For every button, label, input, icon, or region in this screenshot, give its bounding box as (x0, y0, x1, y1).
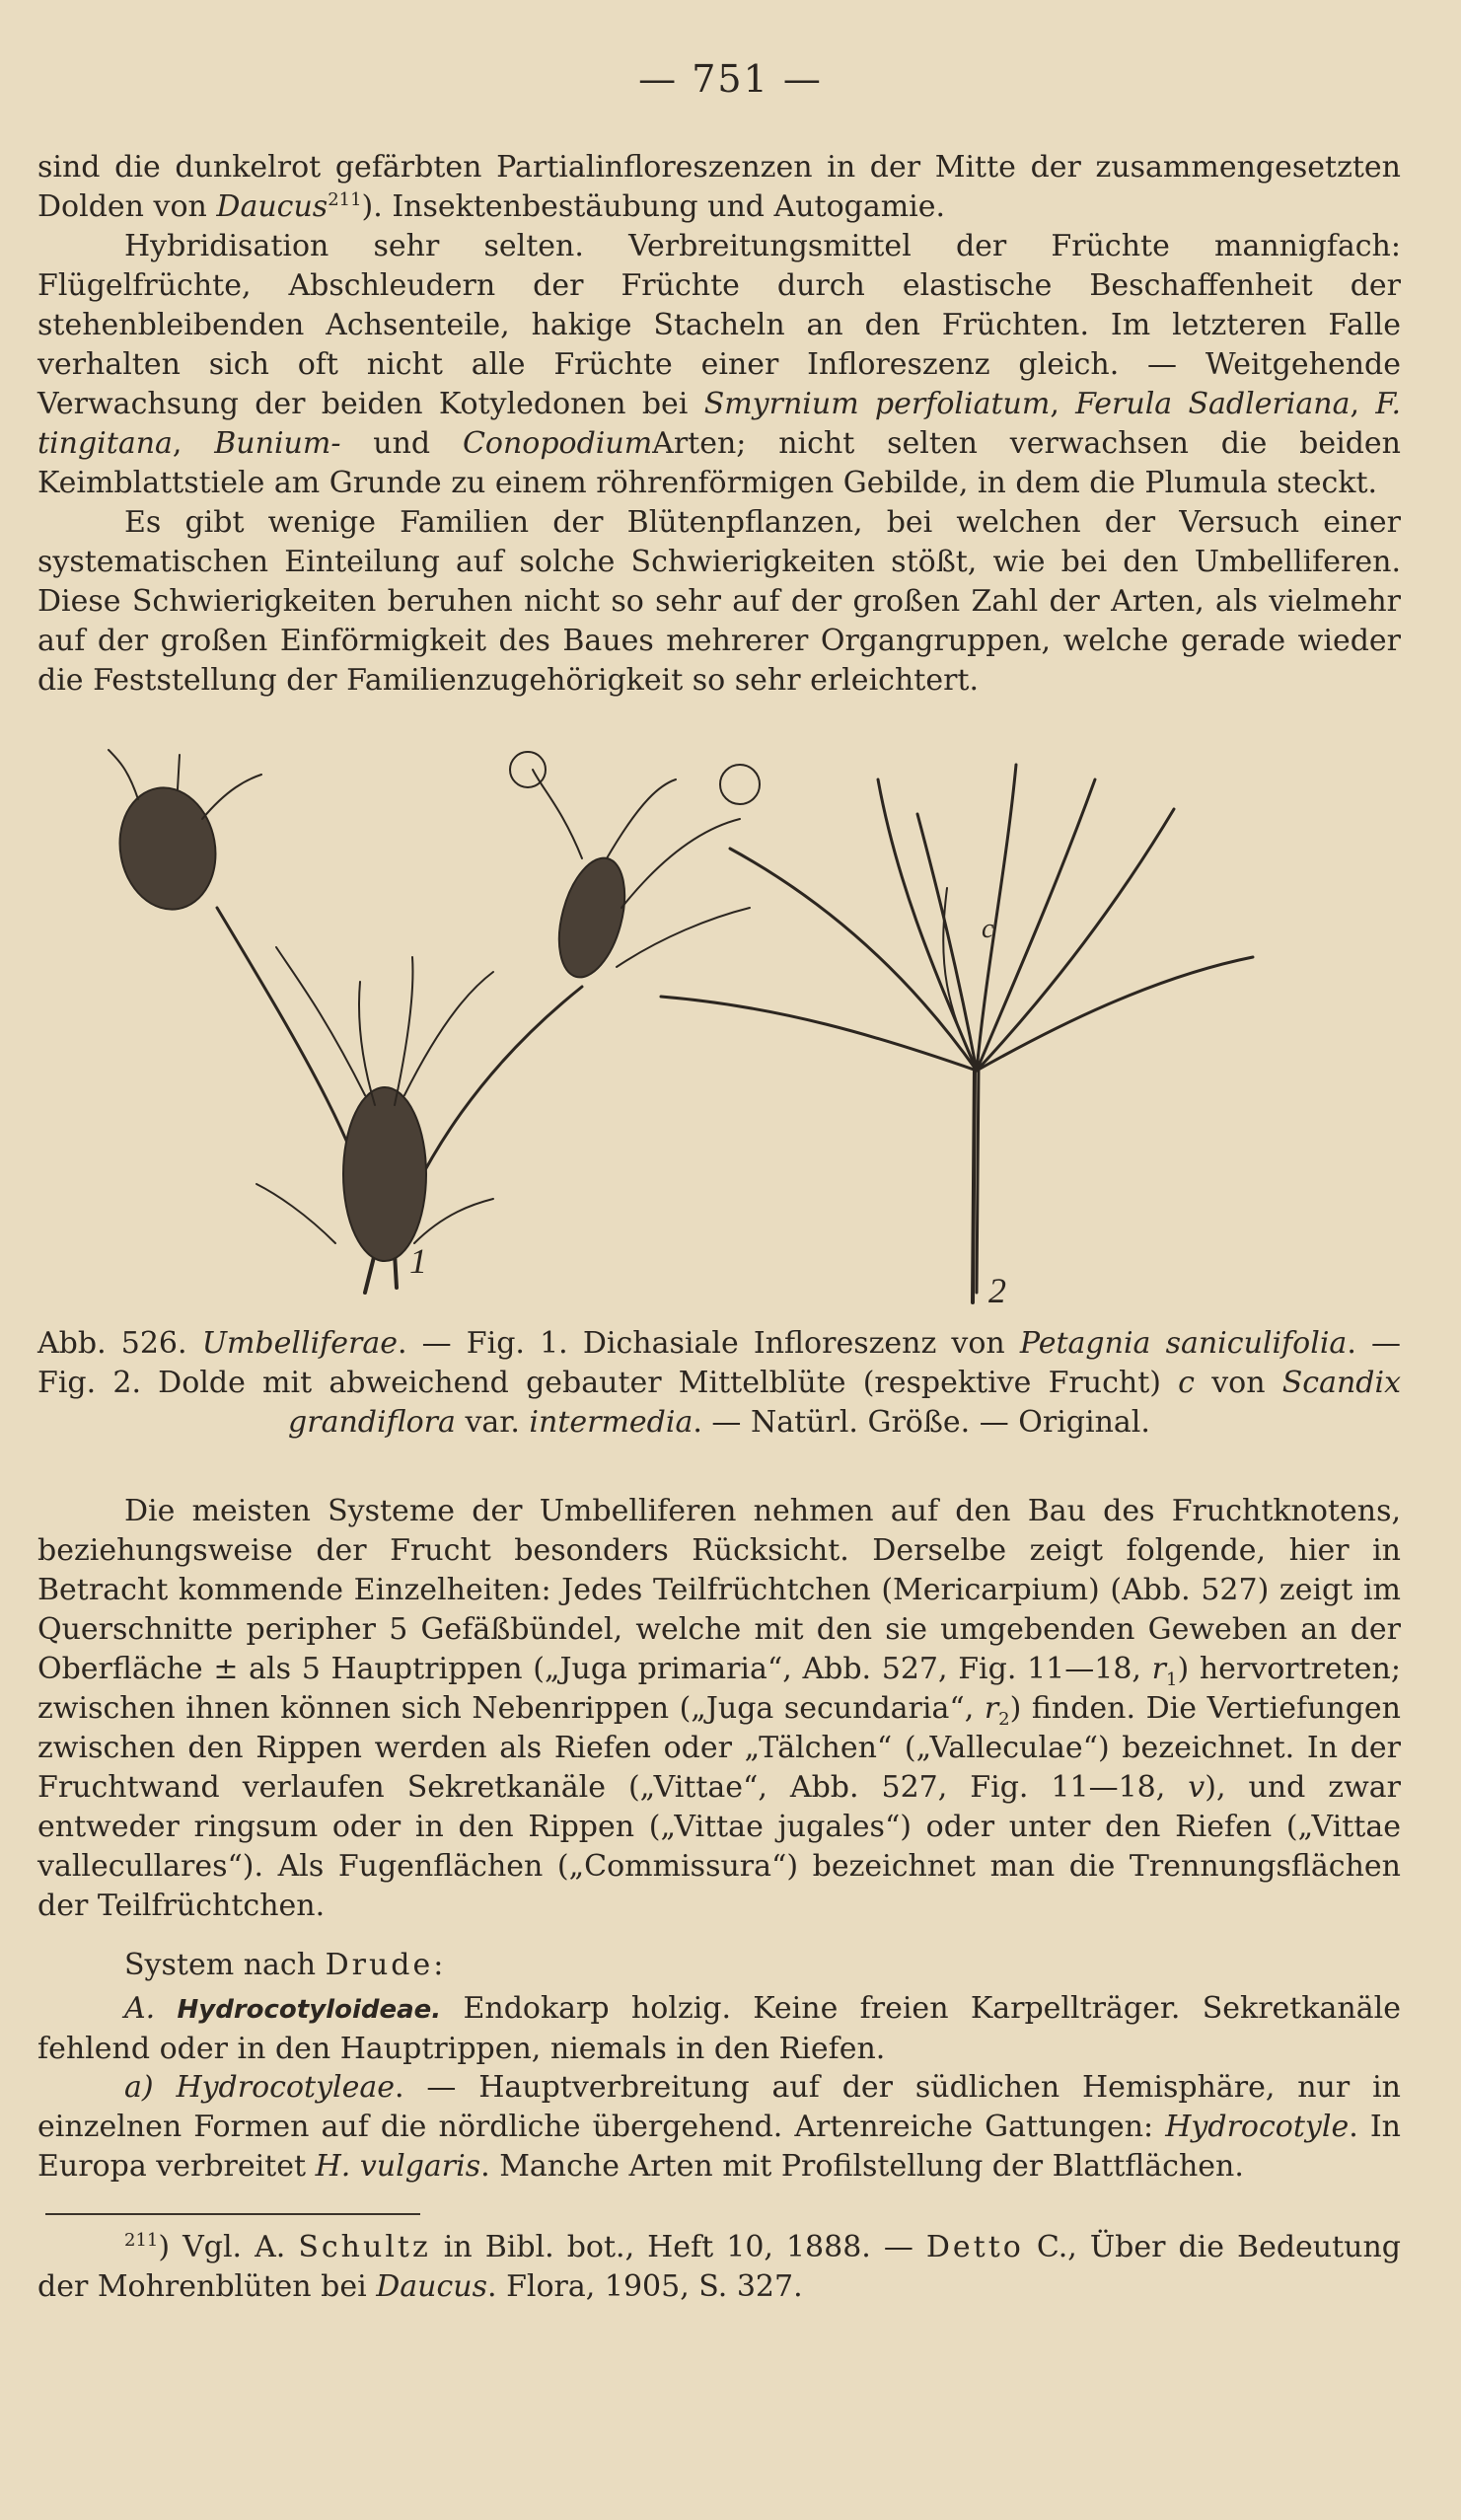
botanical-illustration (69, 740, 1391, 1322)
symbol: v (1188, 1770, 1205, 1805)
symbol: r (1151, 1652, 1166, 1686)
figure-number: Abb. 526. (37, 1326, 202, 1361)
species: F. tingitana (37, 387, 1401, 461)
genus: Conopodium (462, 426, 653, 461)
text: Es gibt wenige Familien der Blütenpflanzen, bei welchen der Versuch einer systematischen Einteilung auf solche Schwierigkeiten stößt, wie bei den Umbelliferen. Diese Schwierigkeiten beruhen nicht so sehr auf der großen Zahl der Arten, als vielmehr auf der großen Einförmigkeit des Baues mehrerer Organgruppen, welche gerade wieder die Feststellung der Familienzugehörigkeit so sehr erleichtert. (37, 505, 1401, 698)
text: . In Europa verbreitet (37, 2110, 1401, 2184)
text: in Bibl. bot., Heft 10, 1888. — (430, 2230, 926, 2264)
text: von (1194, 1366, 1282, 1400)
footnote-ref[interactable]: 211 (328, 189, 362, 210)
genus-daucus: Daucus (216, 189, 329, 224)
footnote-rule (45, 2213, 420, 2215)
text: . — Fig. 2. Dolde mit abweichend gebauter Mittelblüte (respektive Frucht) (37, 1326, 1401, 1400)
paragraph-3 (37, 503, 1401, 701)
text: ) hervortreten; zwischen ihnen können sich Nebenrippen („Juga secundaria“, (37, 1652, 1401, 1726)
figure-caption (37, 1324, 1401, 1443)
label-c: c (1178, 1366, 1195, 1400)
text: ), und zwar entweder ringsum oder in den Rippen („Vittae jugales“) oder unter den Riefen („Vittae vallecullares“). Als Fugenflächen („Commissura“) bezeichnet man die Trennungsflächen der Teilfrüchtchen. (37, 1770, 1401, 1923)
species: Scandix grandiflora (288, 1366, 1402, 1440)
group-a-lower (37, 2068, 1401, 2186)
text: Die meisten Systeme der Umbelliferen nehmen auf den Bau des Fruchtknotens, beziehungsweise der Frucht besonders Rücksicht. Derselbe zeigt folgende, hier in Betracht kommende Einzelheiten: Jedes Teilfrüchtchen (Mericarpium) (Abb. 527) zeigt im Querschnitte peripher 5 Gefäßbündel, welche mit den sie umgebenden Geweben an der Oberfläche ± als 5 Hauptrippen („Juga primaria“, Abb. 527, Fig. 11—18, (37, 1494, 1401, 1686)
separator: , (1350, 387, 1376, 421)
text: . — Fig. 1. Dichasiale Infloreszenz von (398, 1326, 1020, 1361)
page-number: — 751 — (638, 57, 823, 101)
fig1-inflorescence (109, 750, 760, 1293)
text: C., Über die Bedeutung der Mohrenblüten bei (37, 2230, 1402, 2304)
author: Schultz (298, 2230, 431, 2264)
text: sind die dunkelrot gefärbten Partialinfloreszenzen in der Mitte der zusammengesetzten Dolden von (37, 150, 1401, 224)
figure-umbelliferae (69, 740, 1391, 1322)
fig2-label-c: c (982, 914, 994, 944)
subscript: 2 (998, 1709, 1010, 1730)
paragraph-1 (37, 148, 1401, 227)
family-name: Umbelliferae (201, 1326, 398, 1361)
separator: und (340, 426, 463, 461)
text: Endokarp holzig. Keine freien Karpellträger. Sekretkanäle fehlend oder in den Hauptrippen, niemals in den Riefen. (37, 1991, 1401, 2066)
text: . — Hauptverbreitung auf der südlichen Hemisphäre, nur in einzelnen Formen auf die nördliche übergehend. Artenreiche Gattungen: (37, 2070, 1401, 2144)
separator: , (1050, 387, 1076, 421)
text: ) finden. Die Vertiefungen zwischen den Rippen werden als Riefen oder „Tälchen“ („Valleculae“) bezeichnet. In der Fruchtwand verlaufen Sekretkanäle („Vittae“, Abb. 527, Fig. 11—18, (37, 1691, 1402, 1805)
text: . Flora, 1905, S. 327. (487, 2269, 803, 2304)
genus: Hydrocotyle (1165, 2110, 1350, 2144)
text: : (433, 1948, 444, 1982)
author: Drude (325, 1948, 434, 1982)
group-letter: a) (124, 2070, 154, 2105)
text: System nach (124, 1948, 326, 1982)
text: . Manche Arten mit Profilstellung der Blattflächen. (480, 2149, 1244, 2184)
text: ) Vgl. A. (158, 2230, 299, 2264)
separator: , (172, 426, 215, 461)
group-letter: A. (124, 1991, 156, 2026)
fig2-umbel (661, 765, 1253, 1302)
author: Detto (925, 2230, 1024, 2264)
species: Ferula Sadleriana (1075, 387, 1351, 421)
text: Arten; nicht selten verwachsen die beiden Keimblattstiele am Grunde zu einem röhrenförmigen Gebilde, in dem die Plumula steckt. (37, 426, 1401, 500)
system-heading (37, 1946, 1401, 1985)
fig2-label: 2 (988, 1271, 1006, 1310)
group-name: Hydrocotyleae (176, 2070, 396, 2105)
species: H. vulgaris (315, 2149, 481, 2184)
text: ). Insektenbestäubung und Autogamie. (361, 189, 946, 224)
species: Smyrnium perfoliatum (703, 387, 1051, 421)
paragraph-2 (37, 227, 1401, 503)
symbol: r (984, 1691, 999, 1726)
genus: Daucus (376, 2269, 488, 2304)
group-a (37, 1989, 1401, 2069)
text: var. (455, 1405, 530, 1440)
species: Petagnia saniculifolia (1019, 1326, 1348, 1361)
fig1-label: 1 (409, 1241, 427, 1281)
subscript: 1 (1165, 1669, 1178, 1690)
genus: Bunium- (214, 426, 341, 461)
footnote-211 (37, 2228, 1401, 2307)
text: Hybridisation sehr selten. Verbreitungsmittel der Früchte mannigfach: Flügelfrüchte, Abschleudern der Früchte durch elastische Beschaffenheit der stehenbleibenden Achsenteile, hakige Stacheln an den Früchten. Im letzteren Falle verhalten sich oft nicht alle Früchte einer Infloreszenz gleich. — Weitgehende Verwachsung der beiden Kotyledonen bei (37, 229, 1401, 421)
group-name: Hydrocotyloideae. (177, 1995, 442, 2025)
text: . — Natürl. Größe. — Original. (693, 1405, 1150, 1440)
footnote-number: 211 (124, 2230, 159, 2251)
variety: intermedia (529, 1405, 694, 1440)
paragraph-4 (37, 1492, 1401, 1926)
